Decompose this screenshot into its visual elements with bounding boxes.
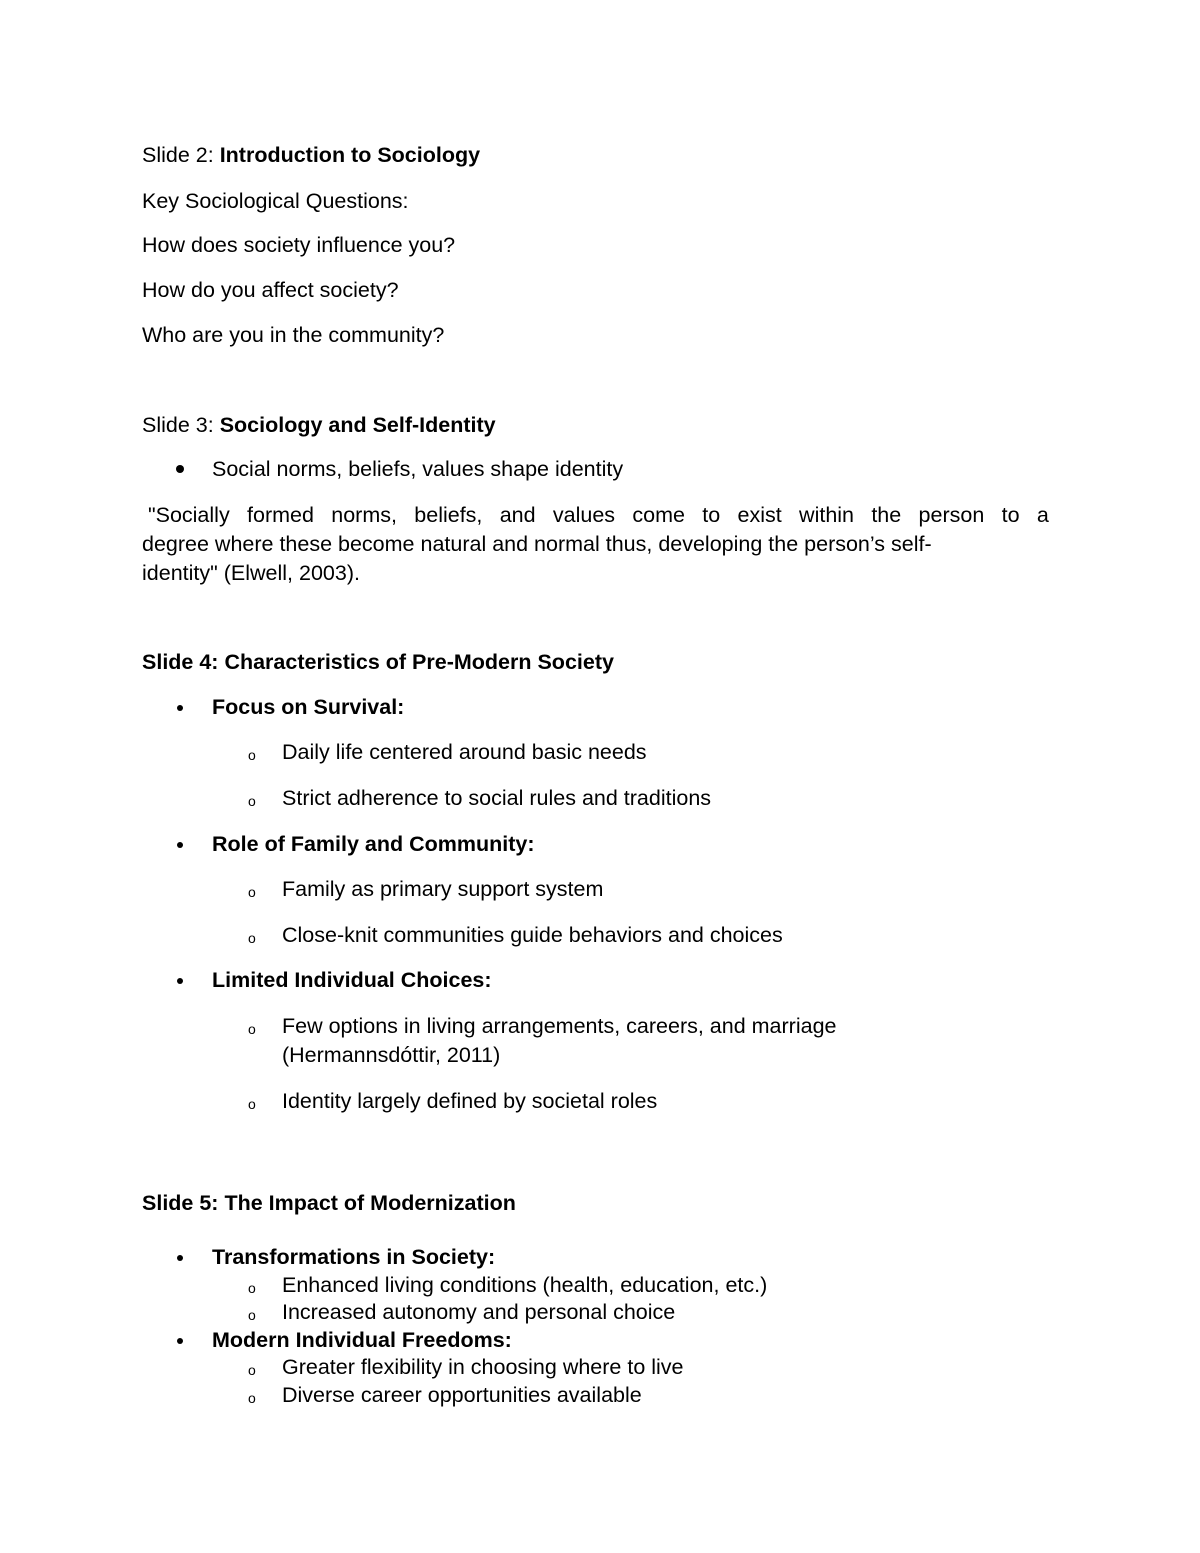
- quote-word: formed: [247, 503, 314, 527]
- slide4-section-3-item-2: Identity largely defined by societal roles: [282, 1089, 658, 1113]
- slide2-question-3: Who are you in the community?: [142, 323, 445, 347]
- slide2-questions-label: Key Sociological Questions:: [142, 189, 409, 213]
- bullet-icon: [177, 1338, 183, 1344]
- slide3-prefix: Slide 3:: [142, 413, 220, 437]
- quote-line-2: degree where these become natural and normal thus, developing the person’s self-: [142, 532, 932, 556]
- quote-word: exist: [737, 503, 782, 527]
- sub-bullet-icon: o: [248, 1021, 256, 1037]
- slide3-quote: [142, 501, 1049, 588]
- slide2-question-1: How does society influence you?: [142, 233, 456, 257]
- sub-bullet-icon: o: [248, 1307, 256, 1323]
- slide5-section-2-heading: Modern Individual Freedoms:: [212, 1328, 512, 1352]
- quote-word: "Socially: [142, 503, 230, 527]
- quote-word: and: [499, 503, 536, 527]
- sub-bullet-icon: o: [248, 1390, 256, 1406]
- sub-bullet-icon: o: [248, 930, 256, 946]
- slide2-heading: [142, 145, 480, 167]
- slide4-section-1-item-1: Daily life centered around basic needs: [282, 740, 647, 764]
- slide5-section-2-item-1: Greater flexibility in choosing where to live: [282, 1355, 684, 1379]
- slide3-title: Sociology and Self-Identity: [219, 413, 496, 437]
- slide3-heading: [142, 415, 496, 437]
- quote-word: come: [632, 503, 685, 527]
- bullet-icon: [177, 705, 183, 711]
- slide4-title: Slide 4: Characteristics of Pre-Modern Society: [142, 650, 614, 674]
- slide4-section-3-item-1-cont: (Hermannsdóttir, 2011): [282, 1043, 501, 1067]
- bullet-icon: [176, 465, 184, 473]
- slide5-section-1-heading: Transformations in Society:: [212, 1245, 496, 1269]
- quote-word: a: [1036, 503, 1049, 527]
- quote-line-1: [142, 501, 1049, 530]
- slide5-section-1-item-2: Increased autonomy and personal choice: [282, 1300, 676, 1324]
- quote-word: beliefs,: [414, 503, 483, 527]
- slide5-section-1-item-1: Enhanced living conditions (health, education, etc.): [282, 1273, 768, 1297]
- slide4-section-2-item-1: Family as primary support system: [282, 877, 604, 901]
- quote-word: person: [918, 503, 985, 527]
- bullet-icon: [177, 1255, 183, 1261]
- quote-word: to: [702, 503, 721, 527]
- sub-bullet-icon: o: [248, 747, 256, 763]
- slide2-question-2: How do you affect society?: [142, 278, 399, 302]
- sub-bullet-icon: o: [248, 793, 256, 809]
- slide5-title: Slide 5: The Impact of Modernization: [142, 1191, 516, 1215]
- bullet-icon: [177, 842, 183, 848]
- slide5-section-2-item-2: Diverse career opportunities available: [282, 1383, 642, 1407]
- sub-bullet-icon: o: [248, 1096, 256, 1112]
- slide4-section-3-heading: Limited Individual Choices:: [212, 968, 492, 992]
- quote-word: the: [871, 503, 902, 527]
- slide4-section-2-item-2: Close-knit communities guide behaviors and choices: [282, 923, 783, 947]
- sub-bullet-icon: o: [248, 1362, 256, 1378]
- bullet-icon: [177, 978, 183, 984]
- quote-word: norms,: [331, 503, 397, 527]
- quote-word: values: [552, 503, 616, 527]
- sub-bullet-icon: o: [248, 884, 256, 900]
- slide4-section-1-heading: Focus on Survival:: [212, 695, 405, 719]
- quote-word: to: [1001, 503, 1020, 527]
- slide2-title: Introduction to Sociology: [219, 143, 481, 167]
- slide4-section-2-heading: Role of Family and Community:: [212, 832, 535, 856]
- quote-line-3: identity" (Elwell, 2003).: [142, 561, 360, 585]
- sub-bullet-icon: o: [248, 1280, 256, 1296]
- slide2-prefix: Slide 2:: [142, 143, 220, 167]
- slide3-bullet-text: Social norms, beliefs, values shape identity: [212, 457, 624, 481]
- quote-word: within: [799, 503, 855, 527]
- slide4-section-3-item-1: Few options in living arrangements, careers, and marriage: [282, 1014, 837, 1038]
- slide4-section-1-item-2: Strict adherence to social rules and traditions: [282, 786, 712, 810]
